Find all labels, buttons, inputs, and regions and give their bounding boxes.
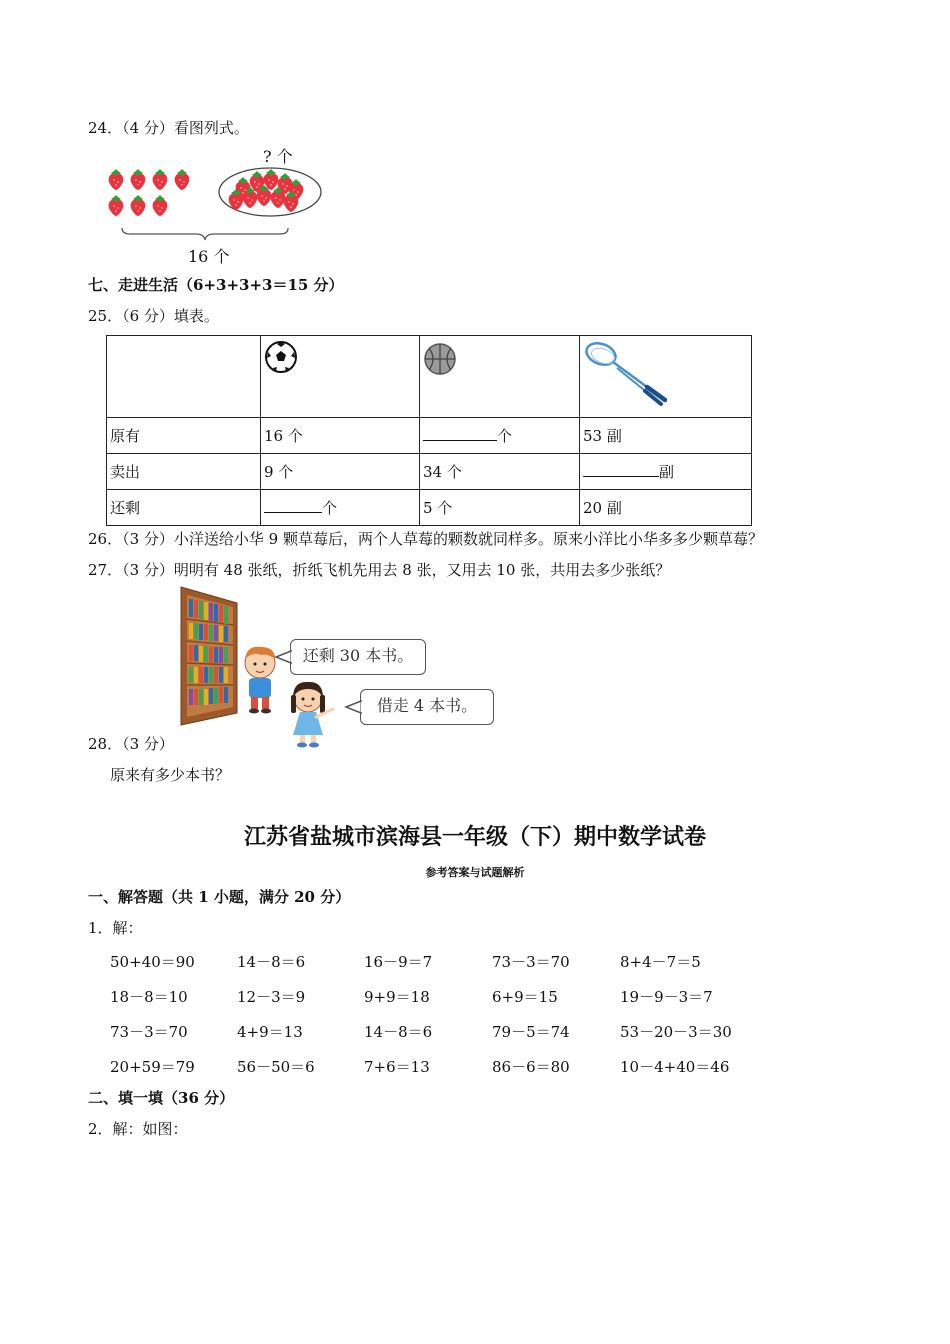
boy-speech-bubble: 还剩 30 本书。 — [290, 639, 426, 675]
strawberry-pile — [229, 169, 304, 212]
equation: 19－9－3＝7 — [620, 988, 713, 1006]
cell-value: 16 个 — [261, 418, 420, 454]
strawberry-icon — [175, 169, 190, 190]
strawberry-icon — [153, 169, 168, 190]
answer-section2-title: 二、填一填（36 分） — [88, 1089, 235, 1107]
basketball-cell — [420, 336, 580, 418]
boy-bubble-tail — [276, 650, 294, 664]
q2-solution-label: 2．解：如图： — [88, 1120, 188, 1138]
unit-label: 个 — [322, 499, 338, 517]
soccer-ball-icon — [264, 340, 298, 374]
strawberry-icon — [109, 195, 124, 216]
strawberry-icon — [153, 195, 168, 216]
cell-value: 5 个 — [420, 490, 580, 526]
equation: 86－6＝80 — [492, 1058, 570, 1076]
equation: 12－3＝9 — [237, 988, 306, 1006]
basketball-icon — [423, 342, 457, 376]
answer-section1-title: 一、解答题（共 1 小题，满分 20 分） — [88, 888, 351, 906]
equation: 6+9＝15 — [492, 988, 558, 1006]
q25-table — [106, 335, 752, 526]
row-label: 原有 — [107, 418, 261, 454]
equation: 53－20－3＝30 — [620, 1023, 732, 1041]
section7-title: 七、走进生活（6+3+3+3＝15 分） — [88, 276, 344, 294]
soccer-cell — [261, 336, 420, 418]
cell-value: 20 副 — [580, 490, 752, 526]
strawberry-icon — [131, 169, 146, 190]
equation: 20+59＝79 — [110, 1058, 195, 1076]
equation: 56－50＝6 — [237, 1058, 315, 1076]
equation: 14－8＝6 — [364, 1023, 433, 1041]
racket-cell — [580, 336, 752, 418]
equation: 18－8＝10 — [110, 988, 188, 1006]
table-row — [107, 454, 752, 490]
total-brace — [122, 228, 288, 240]
row-label: 还剩 — [107, 490, 261, 526]
equation: 73－3＝70 — [110, 1023, 188, 1041]
fill-in-cell — [420, 418, 580, 454]
q26-text: 26．（3 分）小洋送给小华 9 颗草莓后，两个人草莓的颗数就同样多。原来小洋比小华多多少颗草莓？ — [88, 530, 763, 548]
cell-value: 53 副 — [580, 418, 752, 454]
table-corner-cell — [107, 336, 261, 418]
strawberry-icon — [131, 195, 146, 216]
cell-value: 34 个 — [420, 454, 580, 490]
equation: 7+6＝13 — [364, 1058, 430, 1076]
equation: 4+9＝13 — [237, 1023, 303, 1041]
answer-subtitle: 参考答案与试题解析 — [425, 866, 525, 879]
girl-speech-bubble: 借走 4 本书。 — [360, 689, 494, 725]
answer-blank[interactable] — [583, 462, 659, 477]
cell-value: 9 个 — [261, 454, 420, 490]
boy-icon — [245, 647, 275, 714]
table-row — [107, 418, 752, 454]
fill-in-cell — [261, 490, 420, 526]
answer-blank[interactable] — [423, 426, 497, 441]
equation: 50+40＝90 — [110, 953, 195, 971]
q24-label: 24．（4 分）看图列式。 — [88, 119, 249, 137]
unit-label: 个 — [497, 427, 513, 445]
badminton-racket-icon — [583, 340, 673, 406]
equation: 9+9＝18 — [364, 988, 430, 1006]
equation: 14－8＝6 — [237, 953, 306, 971]
q27-text: 27．（3 分）明明有 48 张纸，折纸飞机先用去 8 张，又用去 10 张，共用去多少张纸？ — [88, 561, 671, 579]
q28-label: 28．（3 分） — [88, 735, 174, 753]
equation: 73－3＝70 — [492, 953, 570, 971]
bookshelf-icon — [181, 587, 237, 725]
equation: 10－4+40＝46 — [620, 1058, 730, 1076]
row-label: 卖出 — [107, 454, 261, 490]
strawberry-icon — [109, 169, 124, 190]
equation: 8+4－7＝5 — [620, 953, 701, 971]
girl-bubble-tail — [346, 700, 364, 714]
girl-icon — [291, 682, 333, 748]
equation: 16－9＝7 — [364, 953, 433, 971]
answer-title: 江苏省盐城市滨海县一年级（下）期中数学试卷 — [243, 824, 706, 850]
q28-question: 原来有多少本书？ — [110, 766, 231, 784]
q1-solution-label: 1．解： — [88, 919, 143, 937]
fill-in-cell — [580, 454, 752, 490]
q24-total-label: 16 个 — [188, 247, 230, 266]
q24-question-mark: ? 个 — [263, 147, 293, 166]
unit-label: 副 — [659, 463, 675, 481]
q25-label: 25．（6 分）填表。 — [88, 307, 219, 325]
equation: 79－5＝74 — [492, 1023, 570, 1041]
table-row — [107, 490, 752, 526]
answer-blank[interactable] — [264, 498, 322, 513]
table-header-row — [107, 336, 752, 418]
